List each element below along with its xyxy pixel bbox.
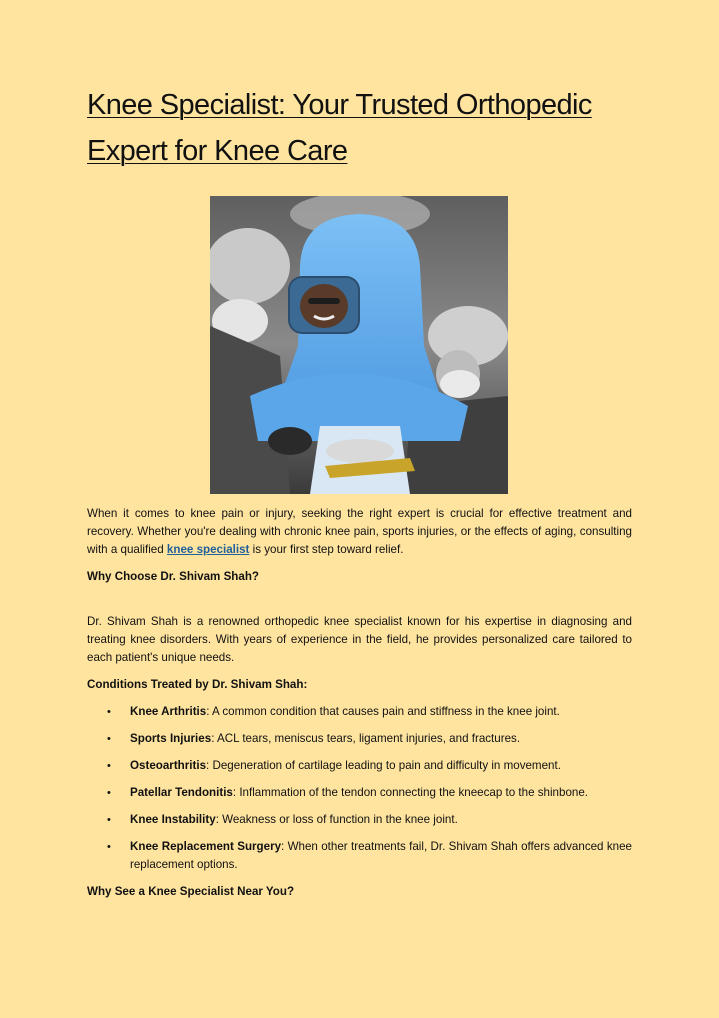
list-item	[87, 784, 632, 802]
page-title	[87, 82, 632, 174]
list-item	[87, 730, 632, 748]
bullet-icon: •	[107, 841, 111, 853]
knee-specialist-link[interactable]: knee specialist	[166, 543, 250, 556]
condition-desc: : ACL tears, meniscus tears, ligament injuries, and fractures.	[211, 732, 521, 745]
bullet-icon: •	[107, 706, 111, 718]
list-item	[87, 838, 632, 874]
condition-desc: : A common condition that causes pain and stiffness in the knee joint.	[206, 705, 560, 718]
intro-paragraph	[87, 505, 632, 559]
condition-name: Knee Arthritis	[130, 705, 207, 718]
condition-desc: : Weakness or loss of function in the knee joint.	[215, 813, 458, 826]
condition-name: Knee Instability	[130, 813, 216, 826]
bullet-icon: •	[107, 787, 111, 799]
list-item	[87, 703, 632, 721]
bullet-icon: •	[107, 760, 111, 772]
intro-text: When it comes to knee pain or injury, seeking the right expert is crucial for effective treatment and recovery. Whether you're dealing with chronic knee pain, sports injuries, or the effects of aging, consulting with a qualified	[87, 507, 632, 556]
why-choose-heading: Why Choose Dr. Shivam Shah?	[87, 570, 260, 583]
list-item	[87, 757, 632, 775]
list-item	[87, 811, 632, 829]
bullet-icon: •	[107, 814, 111, 826]
title-line-2: Expert for Knee Care	[87, 135, 348, 167]
conditions-heading: Conditions Treated by Dr. Shivam Shah:	[87, 678, 308, 691]
condition-desc: : Inflammation of the tendon connecting the kneecap to the shinbone.	[232, 786, 589, 799]
bullet-icon: •	[107, 733, 111, 745]
intro-text-end: is your first step toward relief.	[249, 543, 404, 556]
conditions-list	[87, 703, 632, 874]
condition-desc: : Degeneration of cartilage leading to pain and difficulty in movement.	[206, 759, 561, 772]
about-paragraph: Dr. Shivam Shah is a renowned orthopedic knee specialist known for his expertise in diagnosing and treating knee disorders. With years of experience in the field, he provides personalized care tailored to each patient's unique needs.	[87, 615, 632, 664]
title-line-1: Knee Specialist: Your Trusted Orthopedic	[87, 89, 592, 121]
condition-desc: : When other treatments fail, Dr. Shivam Shah offers advanced knee replacement options.	[130, 840, 632, 871]
surgeon-photo	[210, 196, 508, 494]
why-near-heading: Why See a Knee Specialist Near You?	[87, 885, 295, 898]
condition-name: Sports Injuries	[130, 732, 212, 745]
condition-name: Osteoarthritis	[130, 759, 207, 772]
article-body	[87, 505, 632, 901]
condition-name: Knee Replacement Surgery	[130, 840, 282, 853]
condition-name: Patellar Tendonitis	[130, 786, 233, 799]
document-page	[87, 82, 632, 898]
